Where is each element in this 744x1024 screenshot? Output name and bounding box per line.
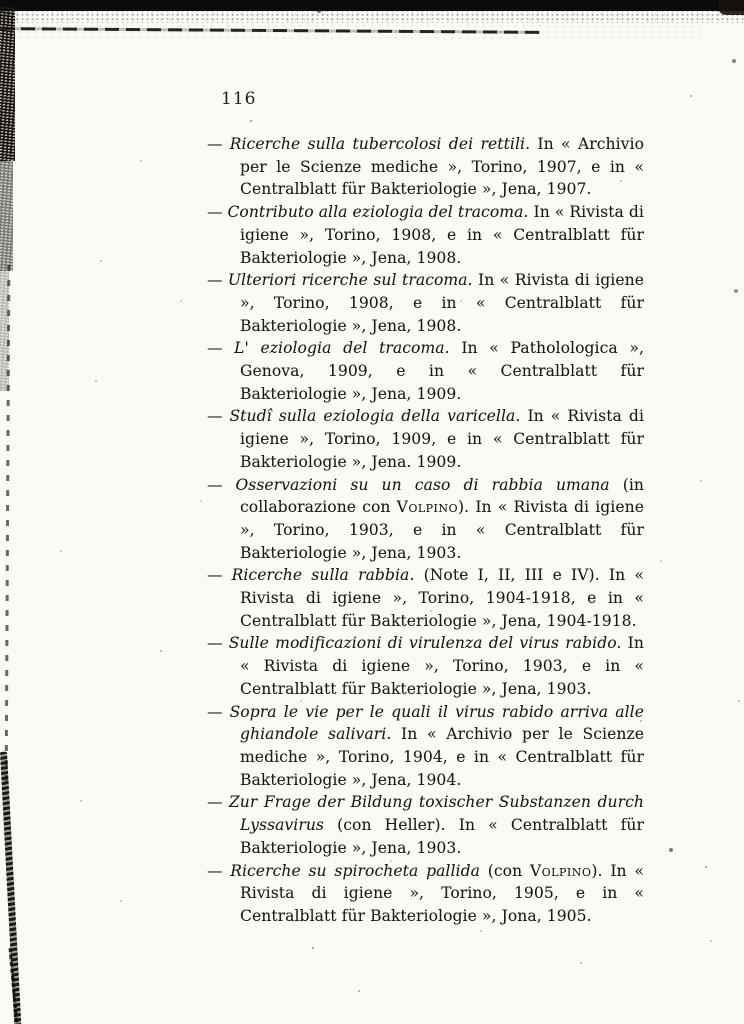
bibliography-entry (207, 860, 644, 928)
entry-dash: — (207, 634, 229, 653)
entry-dash: — (207, 566, 232, 585)
entry-text-roman: (Note I, II, III e IV). In « Rivista di igiene », Torino, 1904-1918, e in « Centralblatt für Bakteriologie », Jena, 1904-1918. (240, 566, 644, 630)
bibliography-entry (207, 701, 644, 792)
bibliography-entry (207, 337, 644, 405)
scan-specks (0, 0, 2, 2)
entry-text-smallcaps: Volpino (396, 498, 459, 517)
entry-text-roman: ). In « Rivista di igiene », Torino, 1903, e in « Centralblatt für Bakteriologie », Jena, 1903. (240, 498, 644, 562)
scan-noise-top (0, 9, 744, 23)
entry-dash: — (207, 271, 228, 290)
entry-text-italic: L' eziologia del tracoma. (234, 339, 450, 358)
entry-text-roman: ). In « Rivista di igiene », Torino, 1905, e in « Centralblatt für Bakteriologie », Jona, 1905. (240, 861, 644, 925)
scan-edge-left-fade (0, 161, 13, 271)
entry-text-roman: In « Archivio per le Scienze mediche », Torino, 1907, e in « Centralblatt für Bakteriologie », Jena, 1907. (240, 135, 644, 199)
bibliography-entry (207, 632, 644, 700)
entry-text-italic: Studî sulla eziologia della varicella. (229, 407, 521, 426)
entry-text-italic: Ricerche su spirocheta pallida (230, 861, 480, 880)
entry-text-roman: In « Patholologica », Genova, 1909, e in « Centralblatt für Bakteriologie », Jena, 1909. (240, 339, 644, 403)
entry-text-italic: Ulteriori ricerche sul tracoma. (227, 271, 473, 290)
entry-text-italic: Zur Frage der Bildung toxischer Substanzen durch Lyssavirus (228, 793, 644, 835)
entry-text-italic: Osservazioni su un caso di rabbia umana (235, 475, 610, 494)
bibliography-entry (207, 791, 644, 859)
entry-dash: — (207, 407, 230, 426)
entry-dash: — (207, 861, 231, 880)
entry-text-italic: Sopra le vie per le quali il virus rabido arriva alle ghiandole salivari. (229, 702, 644, 744)
bibliography-entry (207, 201, 644, 269)
bibliography-entry (207, 564, 644, 632)
entry-dash: — (207, 475, 236, 494)
entry-dash: — (207, 135, 230, 153)
entry-text-italic: Ricerche sulla tubercolosi dei rettili. (229, 135, 531, 153)
bibliography-entry (207, 474, 644, 565)
entry-dash: — (207, 339, 235, 358)
entry-text-roman: In « Rivista di igiene », Torino, 1903, e in « Centralblatt für Bakteriologie », Jena, 1903. (240, 634, 644, 698)
entry-text-italic: Contributo alla eziologia del tracoma. (227, 203, 529, 222)
entry-dash: — (207, 793, 229, 812)
entry-text-roman: In « Rivista di igiene », Torino, 1909, e in « Centralblatt für Bakteriologie », Jena. 1909. (240, 407, 644, 471)
entry-text-italic: Sulle modificazioni di virulenza del virus rabido. (228, 634, 622, 653)
entry-dash: — (207, 203, 228, 222)
bibliography-entry (207, 133, 644, 201)
entry-text-italic: Ricerche sulla rabbia. (231, 566, 415, 585)
entry-dash: — (207, 702, 230, 721)
bibliography-entry (207, 405, 644, 473)
entry-text-roman: (con (479, 861, 530, 880)
entry-text-smallcaps: Volpino (529, 861, 592, 880)
page-number: 116 (221, 89, 257, 109)
scan-corner-mark (718, 0, 744, 15)
entry-text-roman: (con Heller). In « Centralblatt für Bakteriologie », Jena, 1903. (240, 816, 644, 857)
entry-text-roman: (in collaborazione con (240, 475, 644, 517)
bibliography-list (207, 133, 644, 928)
scan-edge-left (0, 6, 15, 161)
entry-text-roman: In « Archivio per le Scienze mediche », Torino, 1904, e in « Centralblatt für Bakteriologie », Jena, 1904. (240, 725, 644, 789)
entry-text-roman: In « Rivista di igiene », Torino, 1908, e in « Centralblatt für Bakteriologie », Jena, 1908. (240, 271, 644, 335)
entry-text-roman: In « Rivista di igiene », Torino, 1908, e in « Centralblatt für Bakteriologie », Jena, 1908. (240, 203, 644, 267)
bibliography-entry (207, 269, 644, 337)
